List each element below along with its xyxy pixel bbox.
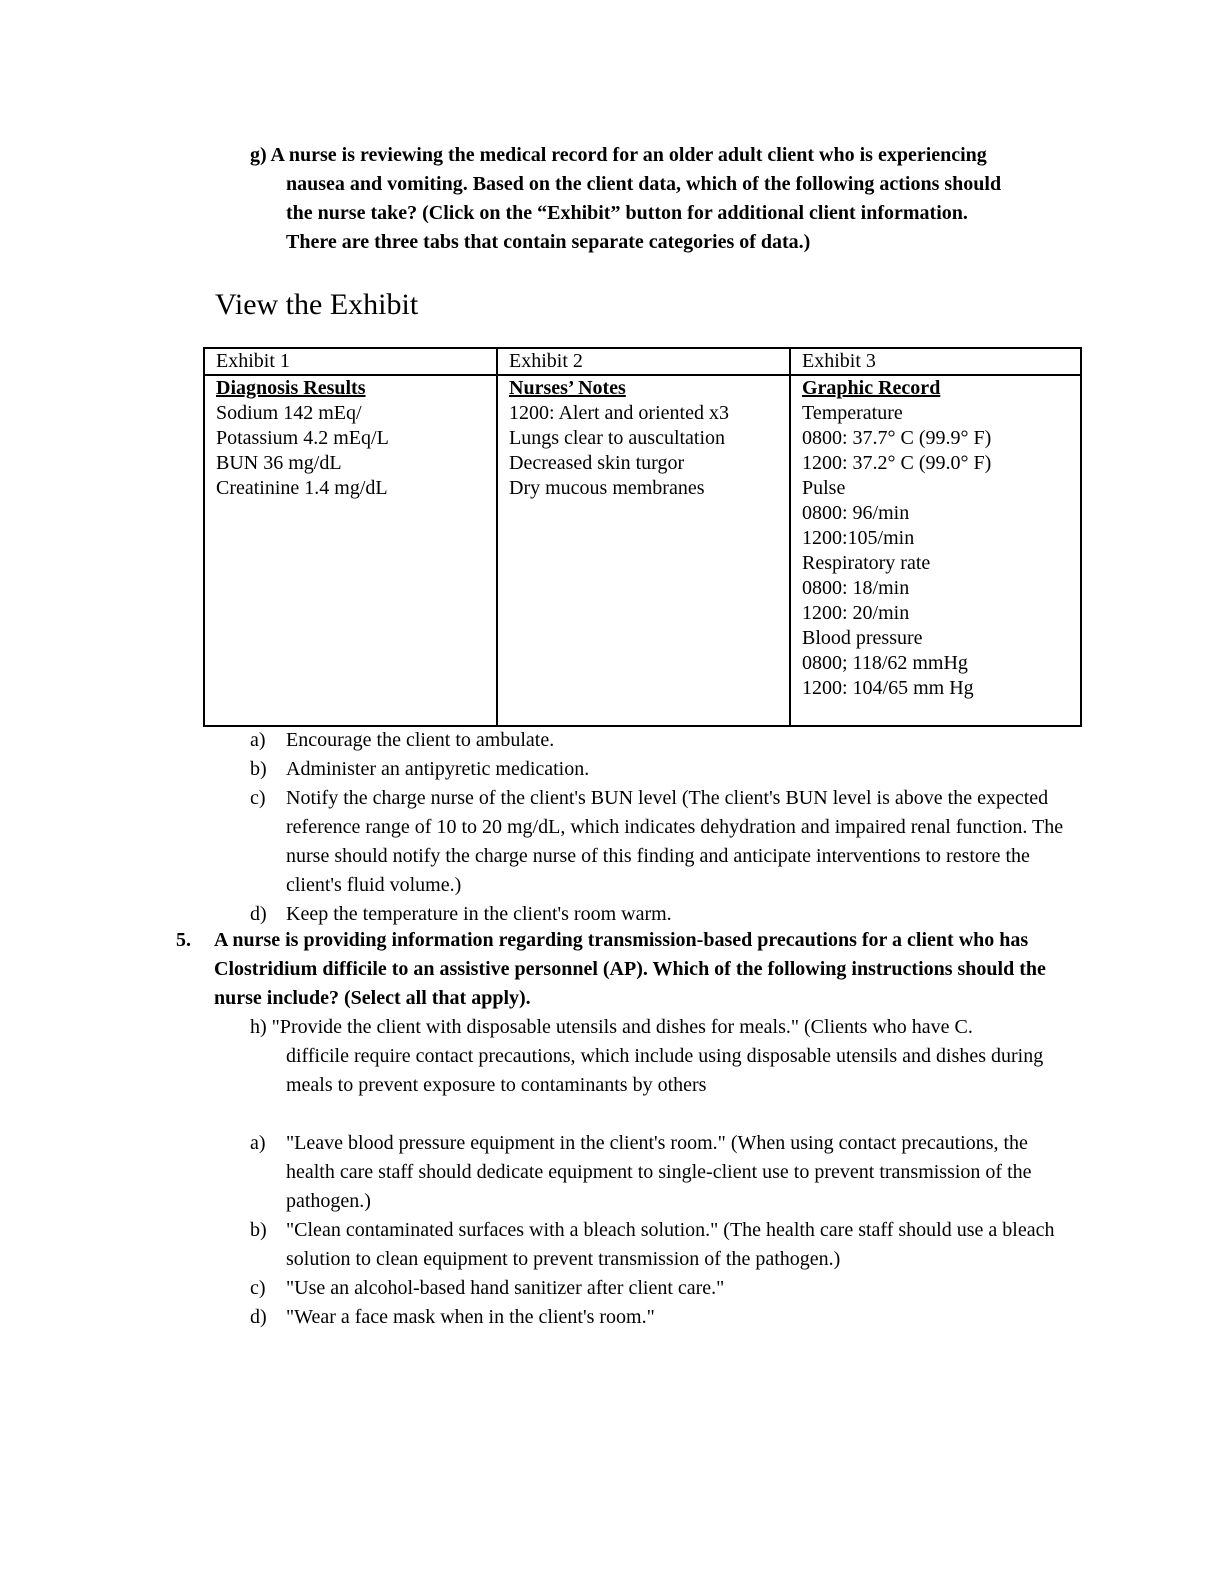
- vital-line: 1200: 104/65 mm Hg: [802, 677, 974, 699]
- lab-value: Potassium 4.2 mEq/L: [216, 427, 389, 449]
- option-item: [250, 1216, 1080, 1274]
- options-list-g: [250, 726, 1080, 929]
- exhibit-title[interactable]: View the Exhibit: [215, 288, 419, 321]
- vital-line: 1200: 20/min: [802, 602, 910, 624]
- option-text: "Wear a face mask when in the client's room.": [286, 1306, 655, 1328]
- option-letter: b): [250, 1219, 267, 1241]
- vital-line: Pulse: [802, 477, 846, 499]
- option-item: [250, 784, 1080, 900]
- vital-line: 0800: 18/min: [802, 577, 910, 599]
- question-number: 5.: [176, 929, 191, 951]
- options-list-5: [250, 1129, 1080, 1332]
- exhibit-tab-3[interactable]: Exhibit 3: [790, 348, 1081, 375]
- lab-value: Sodium 142 mEq/: [216, 402, 362, 424]
- option-text: Notify the charge nurse of the client's BUN level (The client's BUN level is above the expected reference range of 10 to 20 mg/dL, which indicates dehydration and impaired renal function. The nurse should notify the charge nurse of this finding and anticipate interventions to restore the client's fluid volume.): [286, 787, 1064, 896]
- option-item: [250, 1129, 1080, 1216]
- option-item: [250, 900, 1080, 929]
- option-letter: d): [250, 1306, 267, 1328]
- exhibit-table: [203, 347, 1082, 727]
- vital-line: 0800; 118/62 mmHg: [802, 652, 968, 674]
- option-letter: c): [250, 1277, 266, 1299]
- option-h: [250, 1013, 1080, 1100]
- option-text: "Clean contaminated surfaces with a bleach solution." (The health care staff should use a bleach solution to clean equipment to prevent transmission of the pathogen.): [286, 1219, 1055, 1270]
- exhibit-column-graphic-record: [790, 375, 1081, 726]
- option-h-rest: difficile require contact precautions, which include using disposable utensils and dishes during meals to prevent exposure to contaminants by others: [286, 1045, 1044, 1096]
- vital-line: 1200:105/min: [802, 527, 915, 549]
- note-line: Lungs clear to auscultation: [509, 427, 726, 449]
- option-letter: d): [250, 903, 267, 925]
- question-g-line: There are three tabs that contain separate categories of data.): [286, 231, 811, 253]
- column-heading: Diagnosis Results: [216, 377, 366, 399]
- exhibit-tab-2[interactable]: Exhibit 2: [497, 348, 790, 375]
- exhibit-column-nurses-notes: [497, 375, 790, 726]
- vital-line: 0800: 37.7° C (99.9° F): [802, 427, 992, 449]
- option-text: "Leave blood pressure equipment in the client's room." (When using contact precautions, the health care staff should dedicate equipment to single-client use to prevent transmission of the pathogen.): [286, 1132, 1032, 1212]
- question-g-line: nausea and vomiting. Based on the client data, which of the following actions should: [286, 173, 1002, 195]
- option-letter: a): [250, 729, 266, 751]
- column-heading: Graphic Record: [802, 377, 941, 399]
- column-heading: Nurses’ Notes: [509, 377, 626, 399]
- vital-line: 1200: 37.2° C (99.0° F): [802, 452, 992, 474]
- option-letter: a): [250, 1132, 266, 1154]
- exhibit-tab-1[interactable]: Exhibit 1: [204, 348, 497, 375]
- option-item: [250, 1303, 1080, 1332]
- option-item: [250, 755, 1080, 784]
- question-text: A nurse is providing information regarding transmission-based precautions for a client who has Clostridium difficile to an assistive personnel (AP). Which of the following instructions should the nurse include? (Select all that apply).: [214, 929, 1046, 1009]
- option-item: [250, 1274, 1080, 1303]
- vital-line: Temperature: [802, 402, 903, 424]
- option-text: Encourage the client to ambulate.: [286, 729, 555, 751]
- lab-value: BUN 36 mg/dL: [216, 452, 342, 474]
- note-line: 1200: Alert and oriented x3: [509, 402, 729, 424]
- lab-value: Creatinine 1.4 mg/dL: [216, 477, 388, 499]
- option-h-line: h) "Provide the client with disposable utensils and dishes for meals." (Clients who have C.: [250, 1016, 973, 1038]
- option-text: Keep the temperature in the client's room warm.: [286, 903, 672, 925]
- option-letter: b): [250, 758, 267, 780]
- vital-line: Blood pressure: [802, 627, 923, 649]
- vital-line: Respiratory rate: [802, 552, 931, 574]
- note-line: Dry mucous membranes: [509, 477, 705, 499]
- option-item: [250, 726, 1080, 755]
- note-line: Decreased skin turgor: [509, 452, 685, 474]
- option-text: Administer an antipyretic medication.: [286, 758, 590, 780]
- question-g-line: g) A nurse is reviewing the medical record for an older adult client who is experiencing: [250, 144, 987, 166]
- option-text: "Use an alcohol-based hand sanitizer after client care.": [286, 1277, 725, 1299]
- question-g: [250, 141, 1080, 257]
- question-g-line: the nurse take? (Click on the “Exhibit” button for additional client information.: [286, 202, 968, 224]
- exhibit-column-diagnosis: [204, 375, 497, 726]
- question-5: [176, 926, 1076, 1013]
- option-letter: c): [250, 787, 266, 809]
- vital-line: 0800: 96/min: [802, 502, 910, 524]
